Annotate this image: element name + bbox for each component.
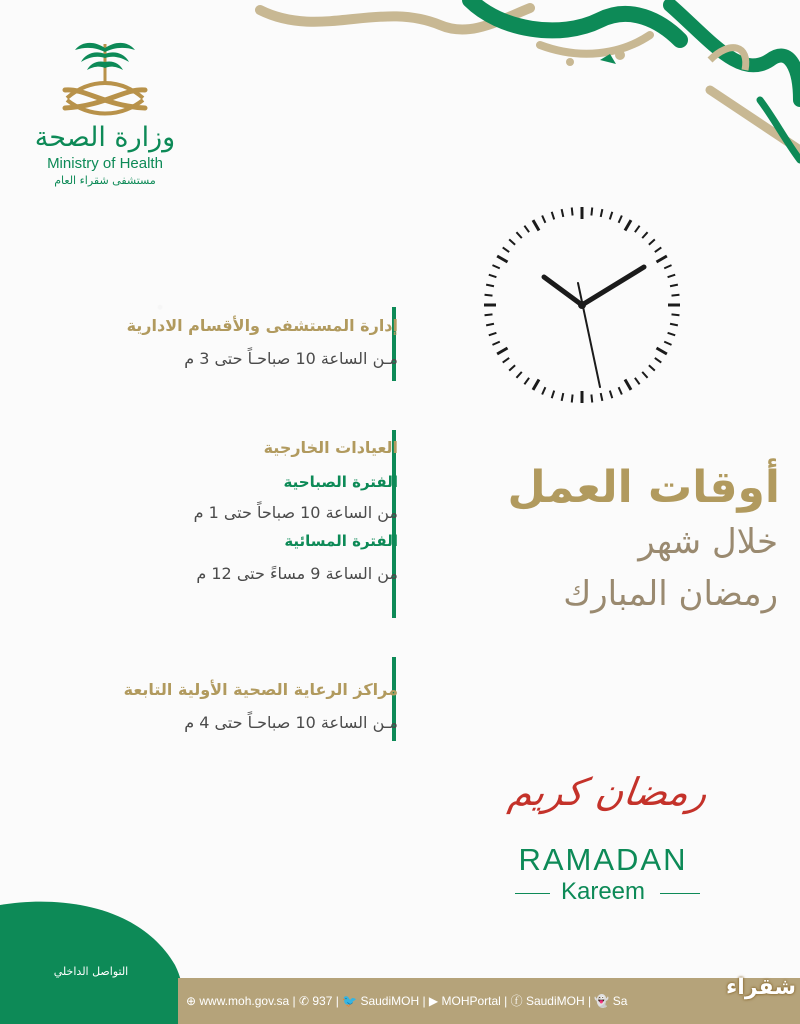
admin-hours: مـن الساعة 10 صباحـاً حتى 3 م [184,349,398,368]
clock-tick [524,378,529,384]
clock-tick [509,365,515,370]
clock-tick [642,372,647,378]
clock-icon [477,200,687,410]
clock-tick [492,342,499,345]
clock-tick [656,348,666,354]
clock-tick [485,314,493,315]
clock-tick [672,314,680,315]
clock-tick [489,275,497,277]
clinics-section [194,438,398,583]
primary-care-title: مراكز الرعاية الصحية الأولية التابعة [123,680,398,699]
palm-swords-emblem-icon [45,38,165,120]
clock-tick [492,265,499,268]
clock-tick [524,226,529,232]
admin-title: إدارة المستشفى والأقسام الادارية [126,316,398,335]
clinics-morning-label: الفترة الصباحية [283,473,398,491]
moh-logo [20,38,190,187]
clock-tick [610,212,612,220]
ramadan-english: RAMADAN [518,842,688,877]
internal-communication-label: التواصل الداخلي [53,965,129,978]
clock-tick [542,387,545,394]
clock-tick [668,333,676,335]
primary-care-hours: مـن الساعة 10 صباحـاً حتى 4 م [184,713,398,732]
clock-tick [497,348,507,354]
headline-line1: خلال شهر [638,522,778,562]
clock-tick [635,378,640,384]
clock-tick [642,232,647,238]
clock-tick [486,285,494,287]
clock-tick [516,372,521,378]
clock-tick [625,220,631,230]
kareem-english: Kareem [560,878,646,905]
footer-bar [178,978,800,1024]
clock-tick [655,247,661,252]
green-corner-shape [0,895,190,1024]
site-watermark: شقراء [726,975,796,1000]
clock-tick [670,324,678,326]
clock-tick [486,324,494,326]
clock-tick [552,391,554,399]
clock-tick [656,256,666,262]
clock-tick [672,295,680,296]
clock-tick [509,239,515,244]
clock-tick [572,208,573,216]
clock-tick [562,393,564,401]
clock-tick [655,358,661,363]
clock-tick [668,275,676,277]
clock-tick [503,358,509,363]
clock-tick [664,342,671,345]
calligraphy-decoration [240,0,800,170]
footer-contacts: ⊕ www.moh.gov.sa | ✆ 937 | 🐦 SaudiMOH | ▶ MOHPortal | ⓕ SaudiMOH | 👻 Sa [186,994,628,1008]
clock-tick [533,220,539,230]
clock-tick [497,256,507,262]
clinics-morning-hours: من الساعة 10 صباحاً حتى 1 م [193,503,398,522]
clock-tick [635,226,640,232]
clinics-title: العيادات الخارجية [263,438,398,457]
clock-tick [610,391,612,399]
clock-tick [562,209,564,217]
headline-title: أوقات العمل [507,462,780,513]
clock-tick [552,212,554,220]
clock-tick [601,209,603,217]
clock-tick [664,265,671,268]
clock-tick [533,379,539,389]
logo-english-name: Ministry of Health [47,155,163,172]
ramadan-kareem-arabic: رمضان كريم [505,770,711,814]
clock-tick [670,285,678,287]
clinics-evening-hours: من الساعة 9 مساءً حتى 12 م [196,564,398,583]
clock-tick [625,379,631,389]
clock-tick [649,239,655,244]
clinics-evening-label: الفترة المسائية [284,532,398,550]
clock-tick [619,215,622,222]
headline-line2: رمضان المبارك [563,574,778,614]
clock-tick [591,208,592,216]
logo-arabic-name: وزارة الصحة [34,122,176,153]
clock-tick [601,393,603,401]
clock-tick [485,295,493,296]
admin-section [127,316,398,368]
clock-tick [572,395,573,403]
clock-tick [591,395,592,403]
clock-tick [503,247,509,252]
kareem-right-rule [660,893,700,894]
primary-care-section [124,680,398,732]
logo-hospital-name: مستشفى شقراء العام [54,174,156,187]
clock-tick [542,215,545,222]
clock-tick [619,387,622,394]
clock-tick [516,232,521,238]
clock-tick [489,333,497,335]
clock-tick [649,365,655,370]
